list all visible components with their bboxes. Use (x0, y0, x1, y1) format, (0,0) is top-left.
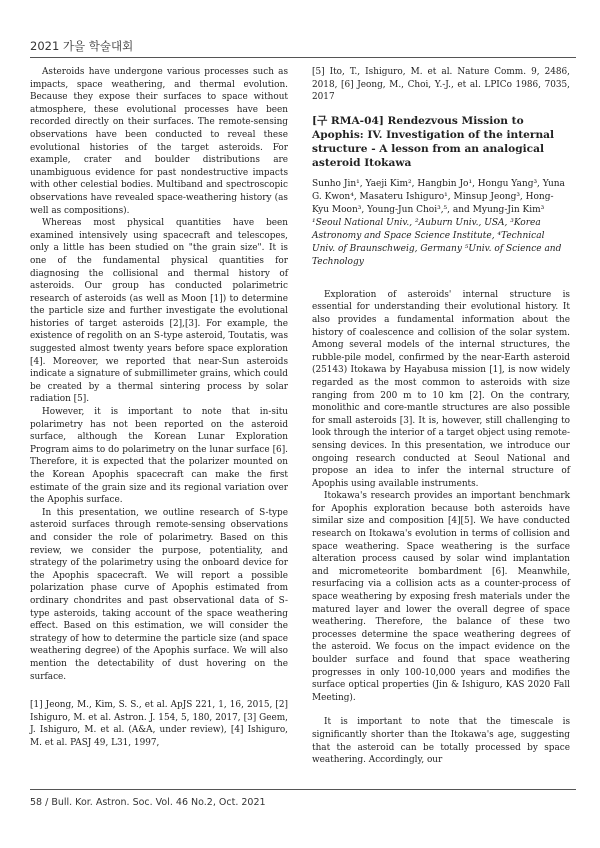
paragraph: It is important to note that the timescale is significantly shorter than the Itokawa's age, suggesting that the asteroid can be totally processed by space weathering. Accordingly, our (312, 717, 570, 766)
right-column (312, 66, 570, 767)
paragraph: In this presentation, we outline research of S-type asteroid surfaces through remote-sensing observations and consider the role of polarimetry. Based on this review, we consider the purpose, potentiality, and strategy of the polarimetry using the onboard device for the Apophis spacecraft. We will report a possible polarization phase curve of Apophis estimated from ordinary chondrites and past observational data of S-type asteroids, taking account of the space weathering effect. Based on this estimation, we will consider the strategy of how to determine the particle size (and space weathering degree) of the Apophis surface. We will also mention the detectability of dust hovering on the surface. (30, 507, 288, 682)
paragraph: However, it is important to note that in-situ polarimetry has not been reported on the asteroid surface, although the Korean Lunar Exploration Program aims to do polarimetry on the lunar surface [6]. Therefore, it is expected that the polarizer mounted on the Korean Apophis spacecraft can make the first estimate of the grain size and its regional variation over the Apophis surface. (30, 407, 288, 506)
page-footer: 58 / Bull. Kor. Astron. Soc. Vol. 46 No.2, Oct. 2021 (30, 797, 266, 808)
running-header: 2021 가을 학술대회 (30, 39, 134, 53)
author-list: Sunho Jin¹, Yaeji Kim², Hangbin Jo¹, Hongu Yang³, Yuna G. Kwon⁴, Masateru Ishiguro¹, Minsup Jeong³, Hong-Kyu Moon³, Young-Jun Choi³,⁵, and Myung-Jin Kim³ (312, 178, 565, 215)
affiliations: ¹Seoul National Univ., ²Auburn Univ., USA, ³Korea Astronomy and Space Science Institute, ⁴Technical Univ. of Braunschweig, Germany ⁵Univ. of Science and Technology (312, 217, 562, 267)
references: [1] Jeong, M., Kim, S. S., et al. ApJS 221, 1, 16, 2015, [2] Ishiguro, M. et al. Astron. J. 154, 5, 180, 2017, [3] Geem, J. Ishiguro, M. et al. (A&A, under review), [4] Ishiguro, M. et al. PASJ 49, L31, 1997, (30, 700, 288, 748)
left-column (30, 66, 288, 749)
paragraph: Asteroids have undergone various processes such as impacts, space weathering, and thermal evolution. Because they expose their surfaces to space without atmosphere, these evolutional processes have been recorded directly on their surfaces. The remote-sensing observations have been conducted to reveal these evolutional histories of the target asteroids. For example, crater and boulder distributions are unambiguous evidence for past nondestructive impacts with other celestial bodies. Multiband and spectroscopic observations have revealed space-weathering history (as well as compositions). (30, 67, 288, 216)
paragraph: Itokawa's research provides an important benchmark for Apophis exploration because both asteroids have similar size and composition [4][5]. We have conducted research on Itokawa's evolution in terms of collision and space weathering. Space weathering is the surface alteration process caused by solar wind implantation and micrometeorite bombardment [6]. Meanwhile, resurfacing via a collision acts as a counter-process of space weathering by exposing fresh materials under the matured layer and lower the overall degree of space weathering. Therefore, the balance of these two processes determine the space weathering degrees of the asteroid. We focus on the impact evidence on the boulder surface and found that space weathering progresses in only 100-10,000 years and modifies the surface optical properties (Jin & Ishiguro, KAS 2020 Fall Meeting). (312, 491, 570, 703)
footer-rule (30, 789, 576, 790)
header-rule (30, 57, 576, 58)
abstract-title: [구 RMA-04] Rendezvous Mission to Apophis: IV. Investigation of the internal structure - A lesson from an analogical asteroid Itokawa (312, 114, 555, 169)
paragraph: Exploration of asteroids' internal structure is essential for understanding their evolutional history. It also provides a fundamental information about the history of coalescence and collision of the solar system. Among several models of the internal structures, the rubble-pile model, confirmed by the near-Earth asteroid (25143) Itokawa by Hayabusa mission [1], is now widely regarded as the most common to asteroids with size ranging from 200 m to 10 km [2]. On the contrary, monolithic and core-mantle structures are also possible for small asteroids [3]. It is, however, still challenging to look through the interior of a target object using remote-sensing devices. In this presentation, we introduce our ongoing research conducted at Seoul National and propose an idea to infer the internal structure of Apophis using available instruments. (312, 289, 570, 489)
paragraph: Whereas most physical quantities have been examined intensively using spacecraft and telescopes, only a little has been studied on "the grain size". It is one of the fundamental physical quantities for diagnosing the collisional and thermal history of asteroids. Our group has conducted polarimetric research of asteroids (as well as Moon [1]) to determine the particle size and further investigate the evolutional histories of target asteroids [2],[3]. For example, the existence of regolith on an S-type asteroid, Toutatis, was suggested almost twenty years before space exploration [4]. Moreover, we reported that near-Sun asteroids indicate a signature of submillimeter grains, which could be created by a thermal sintering process by solar radiation [5]. (30, 218, 288, 405)
references-continued: [5] Ito, T., Ishiguro, M. et al. Nature Comm. 9, 2486, 2018, [6] Jeong, M., Choi, Y.-J., et al. LPICo 1986, 7035, 2017 (312, 67, 570, 103)
